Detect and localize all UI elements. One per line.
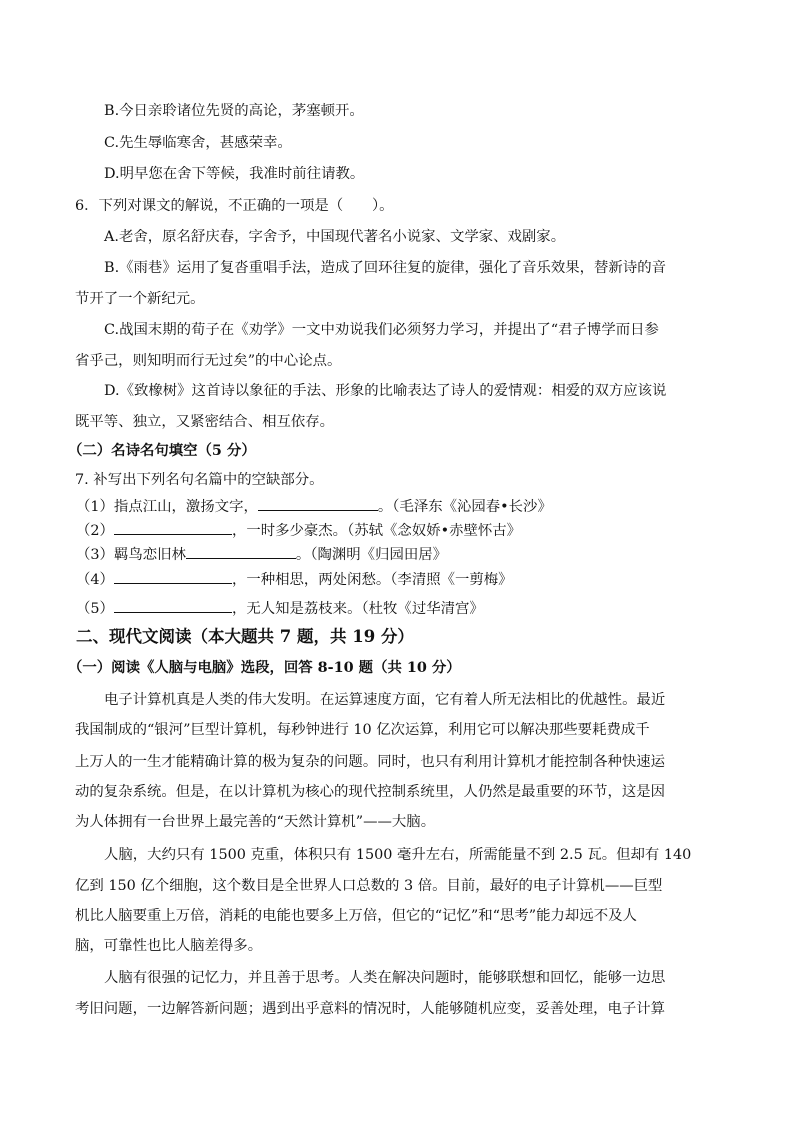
q5-option-d: D.明早您在舍下等候，我准时前往请教。 [104, 166, 365, 182]
passage-p2-line4: 脑，可靠性也比人脑差得多。 [75, 938, 263, 954]
q7-stem: 7. 补写出下列名句名篇中的空缺部分。 [75, 472, 324, 488]
fill-item-4-suffix: ，一种相思，两处闲愁。（李清照《一剪梅》 [231, 572, 513, 588]
fill-item-5 [76, 598, 484, 619]
poetry-section-title: （二）名诗名句填空（5 分） [68, 442, 256, 459]
passage-p2-line1: 人脑，大约只有 1500 克重，体积只有 1500 毫升左右，所需能量不到 2.5 瓦。但却有 140 [104, 847, 692, 863]
passage-p3-line2: 考旧问题，一边解答新问题；遇到出乎意料的情况时，人能够随机应变，妥善处理，电子计算 [75, 1001, 666, 1017]
fill-item-3-prefix: （3）羁鸟恋旧林 [76, 547, 186, 563]
q6-option-d-line1: D.《致橡树》这首诗以象征的手法、形象的比喻表达了诗人的爱情观：相爱的双方应该说 [104, 383, 667, 399]
fill-item-3 [76, 544, 447, 565]
fill-item-1-suffix: 。（毛泽东《沁园春•长沙》 [377, 499, 552, 515]
modern-reading-title: 二、现代文阅读（本大题共 7 题，共 19 分） [76, 627, 414, 646]
q6-option-a: A.老舍，原名舒庆春，字舍予，中国现代著名小说家、文学家、戏剧家。 [104, 229, 566, 245]
q6-stem: 6．下列对课文的解说，不正确的一项是（ ）。 [75, 198, 394, 214]
passage-p1-line1: 电子计算机真是人类的伟大发明。在运算速度方面，它有着人所无法相比的优越性。最近 [104, 692, 666, 708]
fill-item-5-prefix: （5） [76, 601, 114, 617]
passage-p3-line1: 人脑有很强的记忆力，并且善于思考。人类在解决问题时，能够联想和回忆，能够一边思 [104, 970, 666, 986]
passage-p1-line2: 我国制成的“银河”巨型计算机，每秒钟进行 10 亿次运算，利用它可以解决那些要耗费成千 [75, 722, 650, 738]
fill-item-1-blank[interactable] [258, 496, 378, 511]
passage-p2-line2: 亿到 150 亿个细胞，这个数目是全世界人口总数的 3 倍。目前，最好的电子计算机——巨型 [75, 878, 663, 894]
passage-p1-line5: 为人体拥有一台世界上最完善的“天然计算机”——大脑。 [75, 814, 436, 830]
fill-item-2-suffix: ，一时多少豪杰。（苏轼《念奴娇•赤壁怀古》 [231, 523, 522, 539]
q6-option-c-line1: C.战国末期的荀子在《劝学》一文中劝说我们必须努力学习，并提出了“君子博学而日参 [104, 322, 659, 338]
passage-p1-line4: 动的复杂系统。但是，在以计算机为核心的现代控制系统里，人仍然是最重要的环节，这是因 [75, 784, 666, 800]
fill-item-2 [76, 520, 521, 541]
q6-option-b-line1: B.《雨巷》运用了复沓重唱手法，造成了回环往复的旋律，强化了音乐效果，替新诗的音 [104, 260, 666, 276]
fill-item-1-prefix: （1）指点江山，激扬文字， [76, 499, 258, 515]
q6-option-d-line2: 既平等、独立，又紧密结合、相互依存。 [75, 414, 335, 430]
fill-item-1 [76, 496, 552, 517]
fill-item-5-suffix: ，无人知是荔枝来。（杜牧《过华清宫》 [231, 601, 484, 617]
modern-reading-subtitle: （一）阅读《人脑与电脑》选段，回答 8-10 题（共 10 分） [68, 659, 461, 676]
fill-item-4-blank[interactable] [114, 569, 232, 584]
fill-item-4-prefix: （4） [76, 572, 114, 588]
fill-item-2-blank[interactable] [114, 520, 232, 535]
fill-item-5-blank[interactable] [114, 598, 232, 613]
passage-p2-line3: 机比人脑要重上万倍，消耗的电能也要多上万倍，但它的“记忆”和“思考”能力却远不及人 [75, 908, 637, 924]
q6-option-b-line2: 节开了一个新纪元。 [75, 291, 205, 307]
fill-item-3-suffix: 。（陶渊明《归园田居》 [295, 547, 448, 563]
q5-option-c: C.先生辱临寒舍，甚感荣幸。 [104, 135, 292, 151]
fill-item-2-prefix: （2） [76, 523, 114, 539]
fill-item-4 [76, 569, 513, 590]
q5-option-b: B.今日亲聆诸位先贤的高论，茅塞顿开。 [104, 103, 364, 119]
q6-option-c-line2: 省乎己，则知明而行无过矣”的中心论点。 [75, 353, 342, 369]
fill-item-3-blank[interactable] [186, 544, 296, 559]
passage-p1-line3: 上万人的一生才能精确计算的极为复杂的问题。同时，也只有利用计算机才能控制各种快速运 [75, 754, 666, 770]
